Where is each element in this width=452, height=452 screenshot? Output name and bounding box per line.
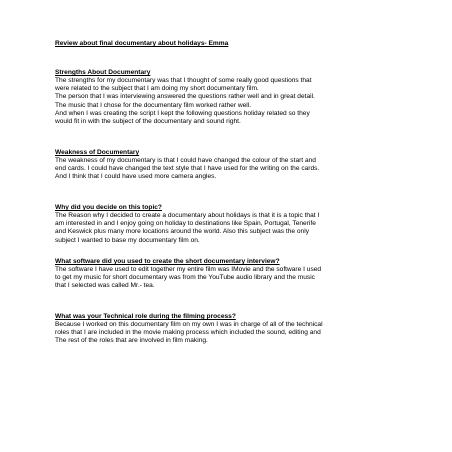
section-strengths <box>55 69 415 126</box>
paragraph-line: The software I have used to edit together my entire film was IMovie and the software I used <box>55 266 322 273</box>
section-why-topic <box>55 204 415 245</box>
document-title: Review about final documentary about holidays- Emma <box>55 40 229 47</box>
section-heading-strengths: Strengths About Documentary <box>55 69 151 76</box>
paragraph-line: that I selected was called Mr.- tea. <box>55 282 155 290</box>
paragraph-line: Because I worked on this documentary film on my own I was in charge of all of the technical <box>55 321 323 328</box>
paragraph-line: The strengths for my documentary was that I thought of some really good questions that <box>55 77 312 84</box>
paragraph-line: were related to the subject that I am doing my short documentary film. <box>55 85 259 93</box>
section-weakness <box>55 149 415 182</box>
section-technical-role <box>55 313 415 346</box>
paragraph-line: would fit in with the subject of the documentary and sound right. <box>55 117 241 125</box>
paragraph-line: end cards. I could have changed the text style that I have used for the writing on the cards. <box>55 165 320 173</box>
section-heading-weakness: Weakness of Documentary <box>55 149 140 156</box>
section-heading-software: What software did you used to create the short documentary interview? <box>55 258 280 265</box>
section-heading-why-topic: Why did you decide on this topic? <box>55 204 162 211</box>
paragraph-line: subject I wanted to base my documentary film on. <box>55 236 200 244</box>
paragraph-line: am interested in and I enjoy going on holiday to destinations like Spain, Portugal, Tenerife <box>55 220 316 228</box>
paragraph-line: and Keswick plus many more locations around the world. Also this subject was the only <box>55 228 309 236</box>
paragraph-line: And I think that I could have used more camera angles. <box>55 173 217 181</box>
paragraph-line: The person that I was interviewing answered the questions rather well and in great detail. <box>55 93 315 101</box>
paragraph-line: roles that I are included in the movie making process which included the sound, editing and <box>55 329 321 337</box>
section-software <box>55 258 415 291</box>
paragraph-line: The weakness of my documentary is that I could have changed the colour of the start and <box>55 157 316 164</box>
paragraph-line: And when I was creating the script I kept the following questions holiday related so they <box>55 109 310 117</box>
paragraph-line: The Reason why I decided to create a documentary about holidays is that it is a topic that I <box>55 212 320 219</box>
paragraph-line: The rest of the roles that are involved in film making. <box>55 337 208 345</box>
paragraph-line: The music that I chose for the documentary film worked rather well. <box>55 101 252 109</box>
paragraph-line: to get my music for short documentary was from the YouTube audio library and the music <box>55 274 315 282</box>
section-heading-technical-role: What was your Technical role during the filming process? <box>55 313 236 320</box>
